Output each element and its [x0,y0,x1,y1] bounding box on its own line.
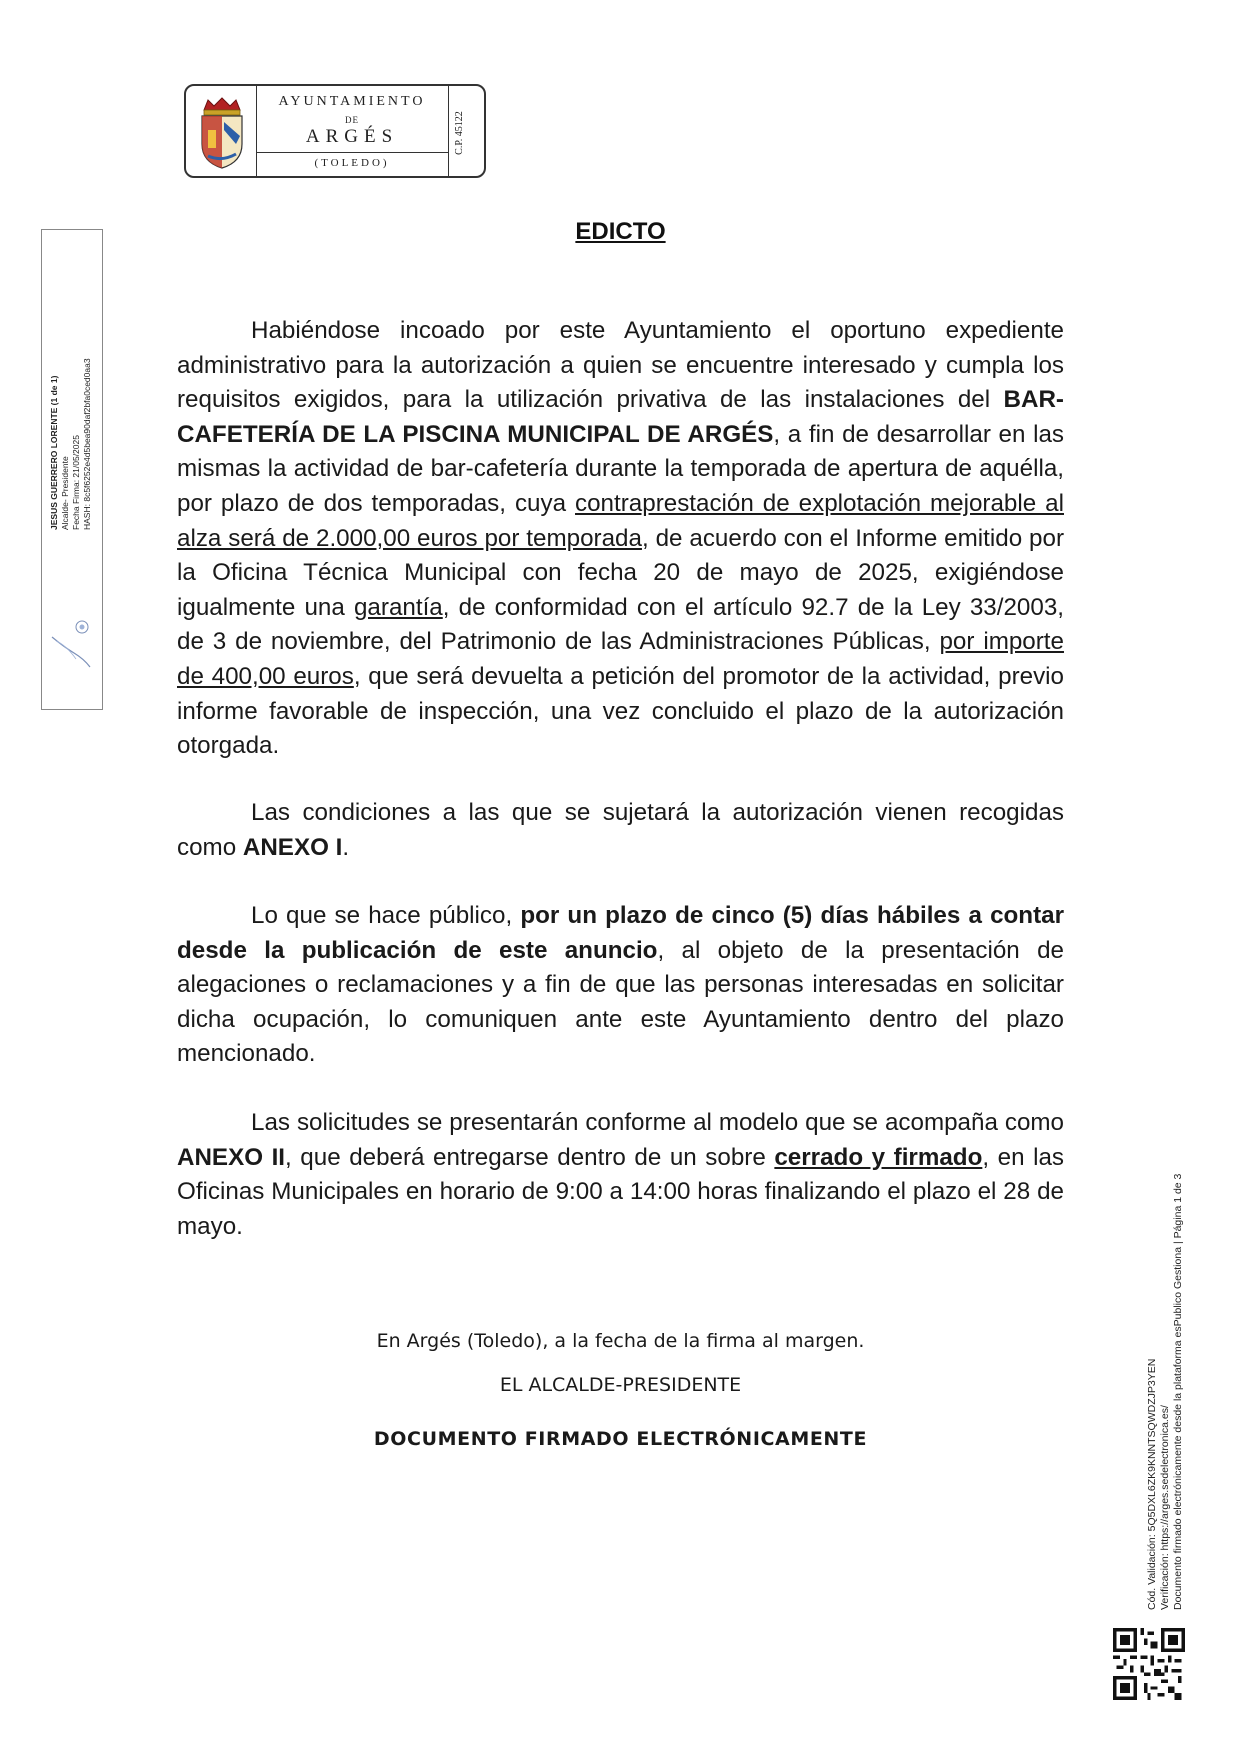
signature-details [49,270,95,530]
p2-text-2: . [342,833,350,861]
p1-amount-underlined: por importe de 400,00 euros [177,628,1064,690]
letterhead-line-ayuntamiento: AYUNTAMIENTO [278,94,426,109]
paragraph-applications [177,1106,1064,1244]
paragraph-conditions [177,796,1064,865]
letterhead-line-de: DE [345,115,359,125]
letterhead-town-name: ARGÉS [305,126,399,147]
signer-role: Alcalde- Presidente [60,456,70,530]
municipal-letterhead [184,84,486,178]
verification-footer [1146,1090,1208,1610]
p1-text-5: , que será devuelta a petición del promotor de la actividad, previo informe favorable de inspección, una vez concluido el plazo de la autorización otorgada. [177,662,1064,760]
paragraph-public-notice [177,899,1064,1072]
p4-text-2: , que deberá entregarse dentro de un sobre [285,1143,775,1171]
qr-code-icon [1113,1628,1185,1700]
p3-text-2: , al objeto de la presentación de alegaciones o reclamaciones y a fin de que las personas interesadas en solicitar dicha ocupación, lo comuniquen ante este Ayuntamiento dentro del plazo mencionado. [177,936,1064,1068]
p1-guarantee-underlined: garantía [353,593,443,621]
p2-annex-ref: ANEXO I [242,833,343,861]
validation-code: Cód. Validación: 5Q5DXL6ZK9KNNTSQWDZJP3YEN [1146,1358,1158,1610]
signature-scribble-icon [46,615,96,675]
letterhead-postal-code: C.P. 45122 [454,111,465,155]
p4-annex-ref: ANEXO II [177,1143,286,1171]
signature-date: Fecha Firma: 21/05/2025 [71,435,81,530]
closing-signer-role: EL ALCALDE-PRESIDENTE [499,1374,742,1396]
p1-text-3: , de acuerdo con el Informe emitido por la Oficina Técnica Municipal con fecha 20 de mayo de 2025, exigiéndose igualmente una [177,524,1064,621]
p4-text-1: Las solicitudes se presentarán conforme al modelo que se acompaña como [251,1109,1064,1136]
document-title: EDICTO [575,218,666,245]
p2-text-1: Las condiciones a las que se sujetará la autorización vienen recogidas como [177,799,1064,861]
closing-signed-notice: DOCUMENTO FIRMADO ELECTRÓNICAMENTE [373,1428,868,1450]
platform-page-info: Documento firmado electrónicamente desde la plataforma esPublico Gestiona | Página 1 de 3 [1172,1173,1184,1610]
p4-text-3: , en las Oficinas Municipales en horario de 9:00 a 14:00 horas finalizando el plazo el 28 de mayo. [177,1143,1064,1240]
p3-deadline-bold: por un plazo de cinco (5) días hábiles a contar desde la publicación de este anuncio [177,902,1064,964]
closing-place-date: En Argés (Toledo), a la fecha de la firma al margen. [376,1330,865,1352]
signature-hash: HASH: 8c5f6252e4d5bea90daf2bfa0ced0aa3 [82,358,92,530]
paragraph-announcement [177,314,1064,764]
p1-text-1: Habiéndose incoado por este Ayuntamiento el oportuno expediente administrativo para la autorización a quien se encuentre interesado y cumpla los requisitos exigidos, para la utilización privativa de las instalaciones del [177,317,1064,414]
p1-text-2: , a fin de desarrollar en las mismas la actividad de bar-cafetería durante la temporada de apertura de aquélla, por plazo de dos temporadas, cuya [177,420,1064,517]
p1-facility-name: BAR-CAFETERÍA DE LA PISCINA MUNICIPAL DE ARGÉS [177,386,1064,448]
verification-url: Verificación: https://arges.sedelectronica.es/ [1159,1405,1171,1610]
p3-text-1: Lo que se hace público, [251,902,521,929]
letterhead-province: (TOLEDO) [314,157,390,169]
signer-name: JESUS GUERRERO LORENTE (1 de 1) [49,375,59,530]
p1-fee-underlined: contraprestación de explotación mejorable al alza será de 2.000,00 euros por temporada [177,489,1064,552]
p4-sealed-envelope: cerrado y firmado [774,1143,983,1171]
p1-text-4: , de conformidad con el artículo 92.7 de la Ley 33/2003, de 3 de noviembre, del Patrimonio de las Administraciones Públicas, [177,593,1065,656]
coat-of-arms-icon [196,96,248,170]
